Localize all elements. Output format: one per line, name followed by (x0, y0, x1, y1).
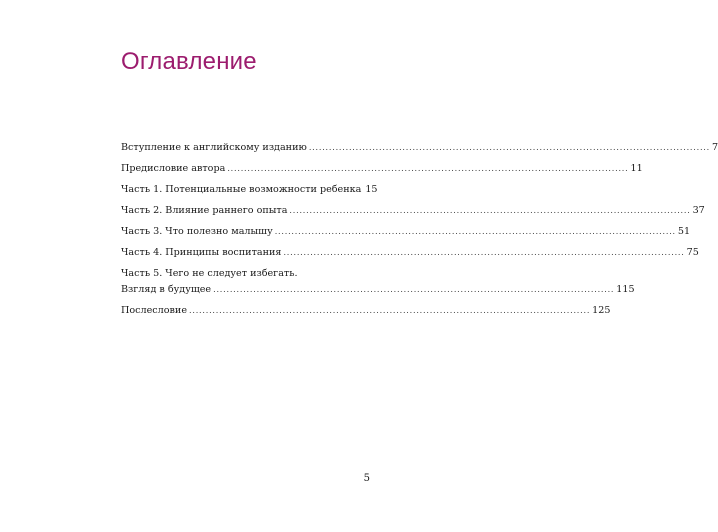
toc-page-number: 7 (711, 142, 718, 153)
toc-entry-title: Вступление к английскому изданию (121, 142, 307, 153)
dot-leader: ........................................................................................................................ (308, 143, 710, 152)
toc-line (121, 245, 699, 261)
toc-page-number: 75 (686, 247, 699, 258)
toc-entry-part-2[interactable] (121, 203, 705, 219)
page-number: 5 (363, 473, 370, 484)
page-title: Оглавление (121, 48, 257, 75)
toc-line (121, 203, 705, 219)
toc-entry-part-3[interactable] (121, 224, 691, 240)
toc-line (121, 182, 378, 198)
toc-entry-title: Часть 3. Что полезно малышу (121, 226, 273, 237)
toc-entry-title: Послесловие (121, 305, 188, 316)
toc-line (121, 224, 691, 240)
dot-leader: ........................................................................................................................ (213, 285, 615, 294)
toc-page-number: 51 (677, 226, 691, 237)
toc-line (121, 140, 718, 156)
dot-leader: ........................................................................................................................ (283, 248, 685, 257)
toc-page-number: 37 (692, 205, 705, 216)
toc-page-number: 15 (365, 184, 378, 195)
dot-leader: ........................................................................................................................ (189, 306, 591, 315)
dot-leader: ........................................................................................................................ (227, 164, 629, 173)
toc-entry-part-4[interactable] (121, 245, 699, 261)
toc-entry-title-continued: Взгляд в будущее (121, 284, 212, 295)
toc-entry-afterword[interactable] (121, 303, 611, 319)
toc-page-number: 11 (630, 163, 643, 174)
toc-entry-title: Часть 4. Принципы воспитания (121, 247, 282, 258)
dot-leader: ........................................................................................................................ (274, 227, 676, 236)
toc-entry-title: Часть 2. Влияние раннего опыта (121, 205, 288, 216)
toc-entry-title: Часть 1. Потенциальные возможности ребенка (121, 184, 362, 195)
toc-line (121, 161, 643, 177)
toc-line (121, 303, 611, 319)
toc-entry-part-1[interactable] (121, 182, 378, 198)
toc-entry-introduction-english-edition[interactable] (121, 140, 718, 156)
dot-leader: ........................................................................................................................ (289, 206, 691, 215)
table-of-contents (121, 140, 718, 324)
toc-entry-title: Часть 5. Чего не следует избегать. (121, 268, 298, 279)
toc-line (121, 266, 369, 282)
toc-page-number: 115 (616, 284, 635, 295)
toc-line (121, 282, 635, 298)
toc-entry-part-5[interactable] (121, 266, 635, 298)
toc-entry-title: Предисловие автора (121, 163, 226, 174)
toc-entry-author-preface[interactable] (121, 161, 643, 177)
toc-page-number: 125 (592, 305, 611, 316)
